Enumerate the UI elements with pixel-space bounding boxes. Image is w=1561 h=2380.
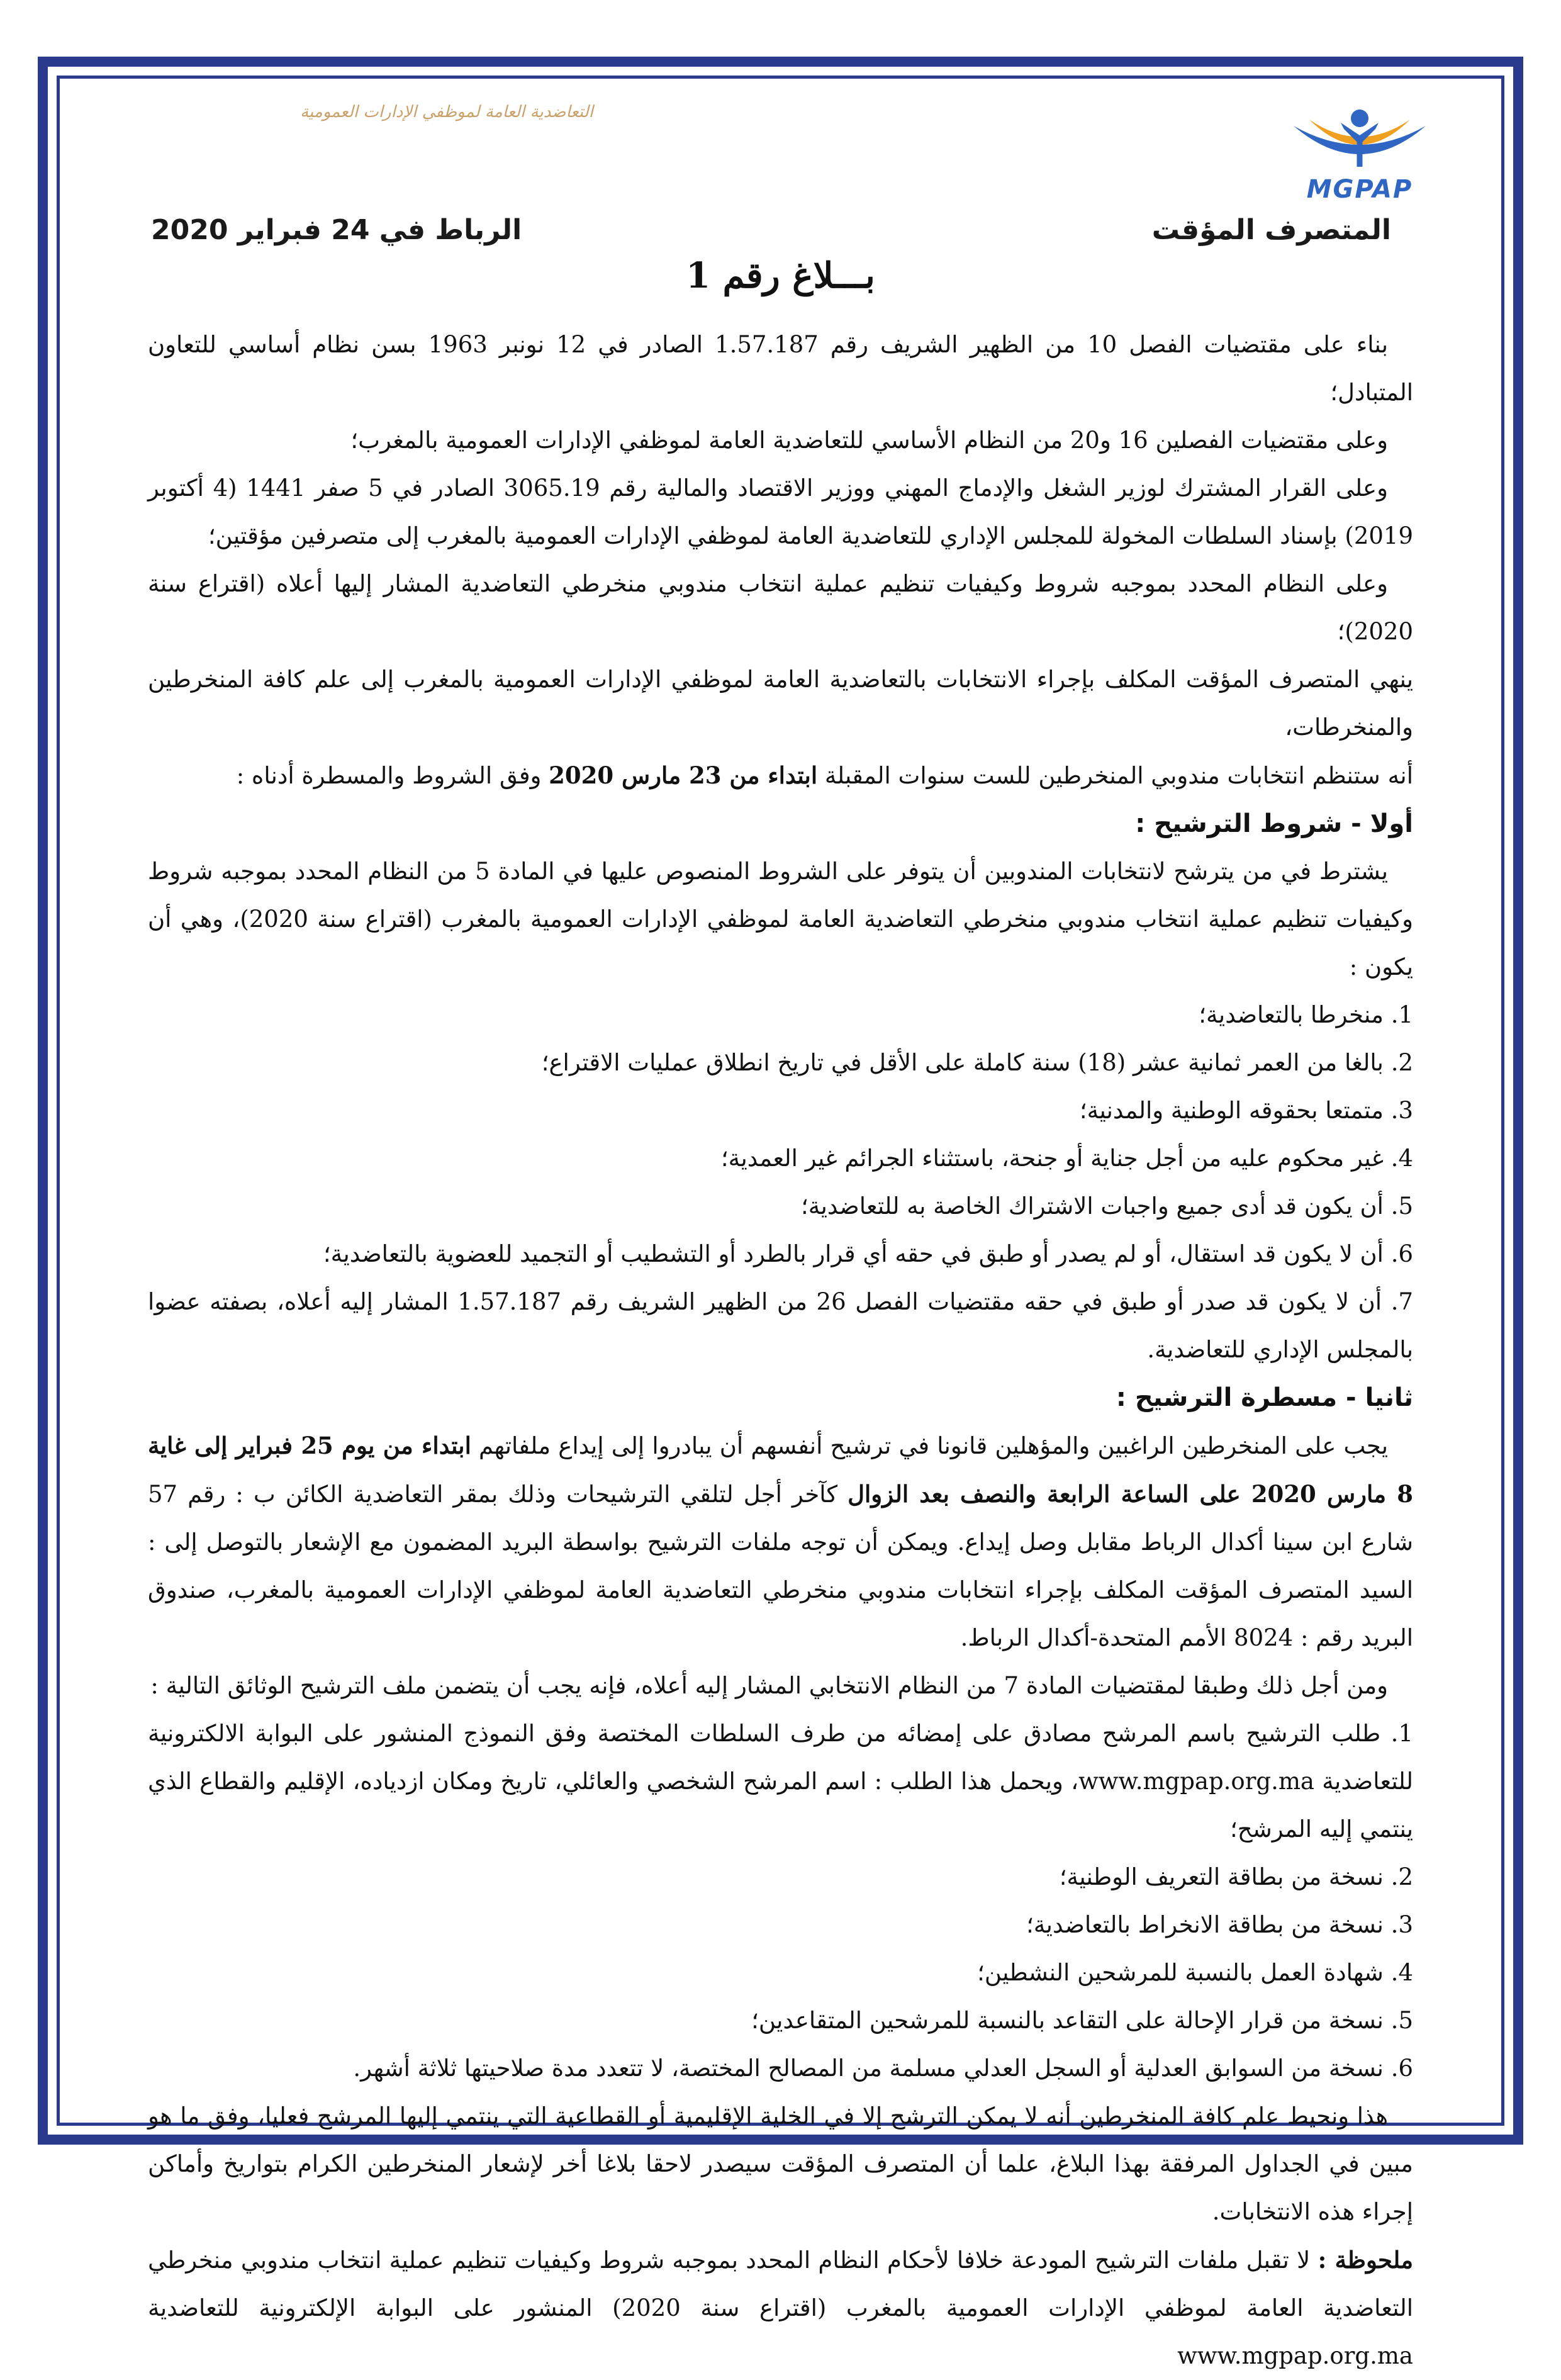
announcement-text: وفق الشروط والمسطرة أدناه : bbox=[236, 762, 549, 789]
administrator-title: المتصرف المؤقت bbox=[1151, 214, 1391, 246]
condition-item: 2. بالغا من العمر ثمانية عشر (18) سنة كاملة على الأقل في تاريخ انطلاق عمليات الاقتراع؛ bbox=[541, 1049, 1413, 1076]
mgpap-logo bbox=[1281, 101, 1438, 208]
section-heading-conditions: أولا - شروط الترشيح : bbox=[1135, 809, 1413, 838]
document-item: 5. نسخة من قرار الإحالة على التقاعد بالنسبة للمرشحين المتقاعدين؛ bbox=[751, 2007, 1413, 2034]
preamble-line: وعلى القرار المشترك لوزير الشغل والإدماج المهني ووزير الاقتصاد والمالية رقم 3065.19 الصادر في 5 صفر 1441 (4 أكتوبر 2019) بإسناد السلطات المخولة للمجلس الإداري للتعاضدية العامة لموظفي الإدارات العمومية بالمغرب إلى متصرفين مؤقتين؛ bbox=[148, 474, 1413, 549]
preamble-line: وعلى النظام المحدد بموجبه شروط وكيفيات تنظيم عملية انتخاب مندوبي منخرطي التعاضدية المشار إليها أعلاه (اقتراع سنة 2020)؛ bbox=[148, 570, 1413, 645]
closing-paragraph: هذا ونحيط علم كافة المنخرطين أنه لا يمكن الترشح إلا في الخلية الإقليمية أو القطاعية التي ينتمي إليها المرشح فعليا، وفق ما هو مبين في الجداول المرفقة بهذا البلاغ، علما أن المتصرف المؤقت سيصدر لاحقا بلاغا أخر لإشعار المنخرطين الكرام بتواريخ وأماكن إجراء هذه الانتخابات. bbox=[148, 2102, 1413, 2225]
document-body bbox=[148, 321, 1413, 2380]
deadline-bold: ابتداء من يوم 25 فبراير إلى غاية 8 مارس 2020 على الساعة الرابعة والنصف بعد الزوال bbox=[148, 1432, 1413, 1508]
condition-item: 7. أن لا يكون قد صدر أو طبق في حقه مقتضيات الفصل 26 من الظهير الشريف رقم 1.57.187 المشار إليه أعلاه، بصفته عضوا بالمجلس الإداري للتعاضدية. bbox=[148, 1288, 1413, 1363]
procedure-paragraph bbox=[148, 1422, 1413, 1662]
org-name-header: التعاضدية العامة لموظفي الإدارات العمومية bbox=[300, 103, 593, 121]
document-item: 3. نسخة من بطاقة الانخراط بالتعاضدية؛ bbox=[1026, 1911, 1413, 1938]
condition-item: 3. متمتعا بحقوقه الوطنية والمدنية؛ bbox=[1079, 1097, 1413, 1124]
condition-item: 5. أن يكون قد أدى جميع واجبات الاشتراك الخاصة به للتعاضدية؛ bbox=[800, 1193, 1413, 1220]
logo-text: MGPAP bbox=[1306, 175, 1413, 204]
note-paragraph bbox=[148, 2236, 1413, 2380]
announcement-text: أنه ستنظم انتخابات مندوبي المنخرطين للست سنوات المقبلة bbox=[817, 762, 1413, 789]
place-date: الرباط في 24 فبراير 2020 bbox=[151, 214, 522, 246]
note-text: لا تقبل ملفات الترشيح المودعة خلافا لأحكام النظام المحدد بموجبه شروط وكيفيات تنظيم عملية انتخاب مندوبي منخرطي التعاضدية العامة لموظفي الإدارات العمومية بالمغرب (اقتراع سنة 2020) المنشور على البوابة الإلكترونية للتعاضدية www.mgpap.org.ma bbox=[148, 2247, 1414, 2369]
logo-emblem-icon bbox=[1281, 101, 1438, 186]
note-label: ملحوظة : bbox=[1318, 2246, 1414, 2274]
condition-item: 1. منخرطا بالتعاضدية؛ bbox=[1199, 1001, 1413, 1028]
document-item: 2. نسخة من بطاقة التعريف الوطنية؛ bbox=[1059, 1863, 1413, 1890]
announcement-title: بـــلاغ رقم 1 bbox=[686, 255, 875, 296]
documents-intro: ومن أجل ذلك وطبقا لمقتضيات المادة 7 من النظام الانتخابي المشار إليه أعلاه، فإنه يجب أن يتضمن ملف الترشيح الوثائق التالية : bbox=[150, 1672, 1388, 1699]
condition-item: 4. غير محكوم عليه من أجل جناية أو جنحة، باستثناء الجرائم غير العمدية؛ bbox=[720, 1145, 1413, 1172]
conditions-intro: يشترط في من يترشح لانتخابات المندوبين أن يتوفر على الشروط المنصوص عليها في المادة 5 من النظام المحدد بموجبه شروط وكيفيات تنظيم عملية انتخاب مندوبي منخرطي التعاضدية العامة لموظفي الإدارات العمومية بالمغرب (اقتراع سنة 2020)، وهي أن يكون : bbox=[148, 858, 1413, 980]
start-date-bold: ابتداء من 23 مارس 2020 bbox=[549, 761, 818, 789]
procedure-text: يجب على المنخرطين الراغبين والمؤهلين قانونا في ترشيح أنفسهم أن يبادروا إلى إيداع ملفاتهم bbox=[471, 1432, 1388, 1459]
preamble-line: وعلى مقتضيات الفصلين 16 و20 من النظام الأساسي للتعاضدية العامة لموظفي الإدارات العمومية بالمغرب؛ bbox=[350, 427, 1388, 454]
document-item: 6. نسخة من السوابق العدلية أو السجل العدلي مسلمة من المصالح المختصة، لا تتعدد مدة صلاحيتها ثلاثة أشهر. bbox=[353, 2055, 1413, 2082]
procedure-text: كآخر أجل لتلقي الترشيحات وذلك بمقر التعاضدية الكائن ب : رقم 57 شارع ابن سينا أكدال الرباط مقابل وصل إيداع. ويمكن أن توجه ملفات الترشيح بواسطة البريد المضمون مع الإشعار بالتوصل إلى : السيد المتصرف المؤقت المكلف بإجراء انتخابات مندوبي منخرطي التعاضدية العامة لموظفي الإدارات العمومية بالمغرب، صندوق البريد رقم : 8024 الأمم المتحدة-أكدال الرباط. bbox=[148, 1481, 1413, 1651]
announcement-line bbox=[148, 751, 1413, 800]
document-item: 1. طلب الترشيح باسم المرشح مصادق على إمضائه من طرف السلطات المختصة وفق النموذج المنشور على البوابة الالكترونية للتعاضدية www.mgpap.org.ma، ويحمل هذا الطلب : اسم المرشح الشخصي والعائلي، تاريخ ومكان ازدياده، الإقليم والقطاع الذي ينتمي إليه المرشح؛ bbox=[148, 1720, 1414, 1843]
section-heading-procedure: ثانيا - مسطرة الترشيح : bbox=[1116, 1383, 1413, 1412]
announcement-line: ينهي المتصرف المؤقت المكلف بإجراء الانتخابات بالتعاضدية العامة لموظفي الإدارات العمومية بالمغرب إلى علم كافة المنخرطين والمنخرطات، bbox=[148, 666, 1413, 741]
preamble-line: بناء على مقتضيات الفصل 10 من الظهير الشريف رقم 1.57.187 الصادر في 12 نونبر 1963 بسن نظام أساسي للتعاون المتبادل؛ bbox=[148, 331, 1413, 406]
condition-item: 6. أن لا يكون قد استقال، أو لم يصدر أو طبق في حقه أي قرار بالطرد أو التشطيب أو التجميد للعضوية بالتعاضدية؛ bbox=[323, 1240, 1413, 1267]
document-item: 4. شهادة العمل بالنسبة للمرشحين النشطين؛ bbox=[977, 1959, 1413, 1986]
